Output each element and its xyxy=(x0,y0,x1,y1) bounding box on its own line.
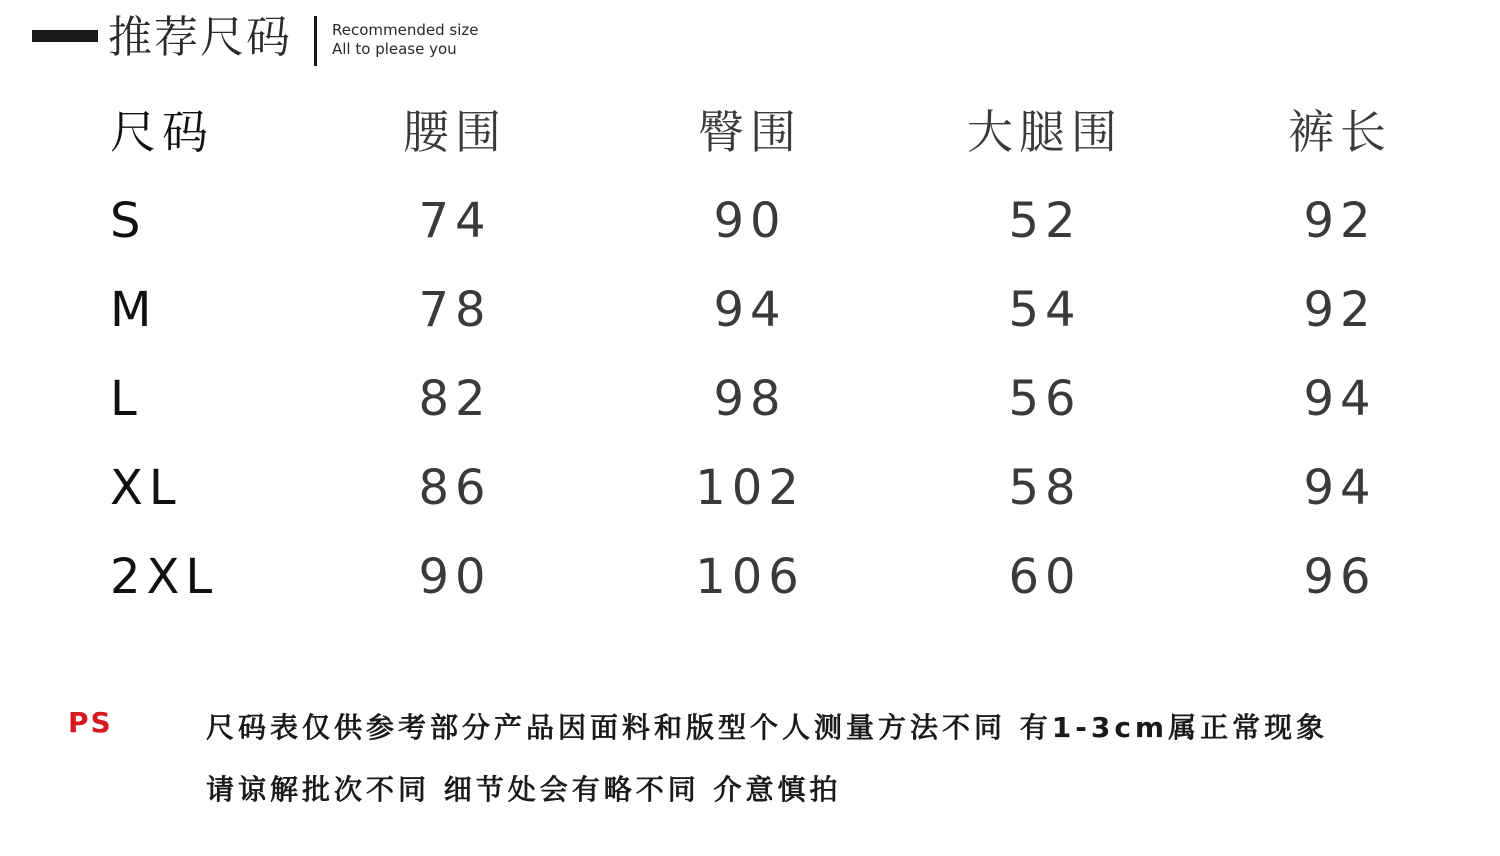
table-row xyxy=(0,266,1500,355)
table-cell-length: 92 xyxy=(1303,193,1377,249)
page-title: 推荐尺码 xyxy=(108,12,292,63)
table-row xyxy=(0,355,1500,444)
table-cell-thigh: 58 xyxy=(1008,460,1082,516)
table-cell-length: 96 xyxy=(1303,549,1377,605)
header-divider xyxy=(314,16,317,66)
column-header-length: 裤长 xyxy=(1288,105,1392,159)
header-subtitle-line1: Recommended size xyxy=(332,21,479,39)
table-cell-hip: 90 xyxy=(713,193,787,249)
table-row xyxy=(0,177,1500,266)
column-header-hip: 臀围 xyxy=(698,105,802,159)
table-row xyxy=(0,533,1500,622)
column-header-waist: 腰围 xyxy=(403,105,507,159)
table-cell-thigh: 54 xyxy=(1008,282,1082,338)
table-cell-hip: 98 xyxy=(713,371,787,427)
table-cell-thigh: 56 xyxy=(1008,371,1082,427)
header-subtitle xyxy=(332,21,478,59)
table-cell-hip: 106 xyxy=(695,549,805,605)
table-cell-hip: 94 xyxy=(713,282,787,338)
column-header-size: 尺码 xyxy=(110,105,214,159)
table-cell-waist: 74 xyxy=(418,193,492,249)
size-table xyxy=(0,88,1500,622)
table-cell-waist: 78 xyxy=(418,282,492,338)
table-cell-waist: 82 xyxy=(418,371,492,427)
table-cell-size: 2XL xyxy=(110,549,219,605)
table-cell-thigh: 52 xyxy=(1008,193,1082,249)
table-cell-size: XL xyxy=(110,460,182,516)
table-cell-size: L xyxy=(110,371,143,427)
header-bar-decoration xyxy=(32,30,98,42)
table-cell-length: 92 xyxy=(1303,282,1377,338)
table-cell-length: 94 xyxy=(1303,371,1377,427)
table-header-row xyxy=(0,88,1500,177)
ps-label: PS xyxy=(68,706,113,739)
table-cell-size: M xyxy=(110,282,158,338)
table-cell-hip: 102 xyxy=(695,460,805,516)
note-line-1: 尺码表仅供参考部分产品因面料和版型个人测量方法不同 有1-3cm属正常现象 xyxy=(206,711,1329,744)
table-cell-size: S xyxy=(110,193,147,249)
table-cell-length: 94 xyxy=(1303,460,1377,516)
table-cell-waist: 90 xyxy=(418,549,492,605)
header-subtitle-line2: All to please you xyxy=(332,40,457,58)
table-cell-thigh: 60 xyxy=(1008,549,1082,605)
table-cell-waist: 86 xyxy=(418,460,492,516)
note-line-2: 请谅解批次不同 细节处会有略不同 介意慎拍 xyxy=(206,773,842,806)
column-header-thigh: 大腿围 xyxy=(967,105,1123,159)
table-row xyxy=(0,444,1500,533)
